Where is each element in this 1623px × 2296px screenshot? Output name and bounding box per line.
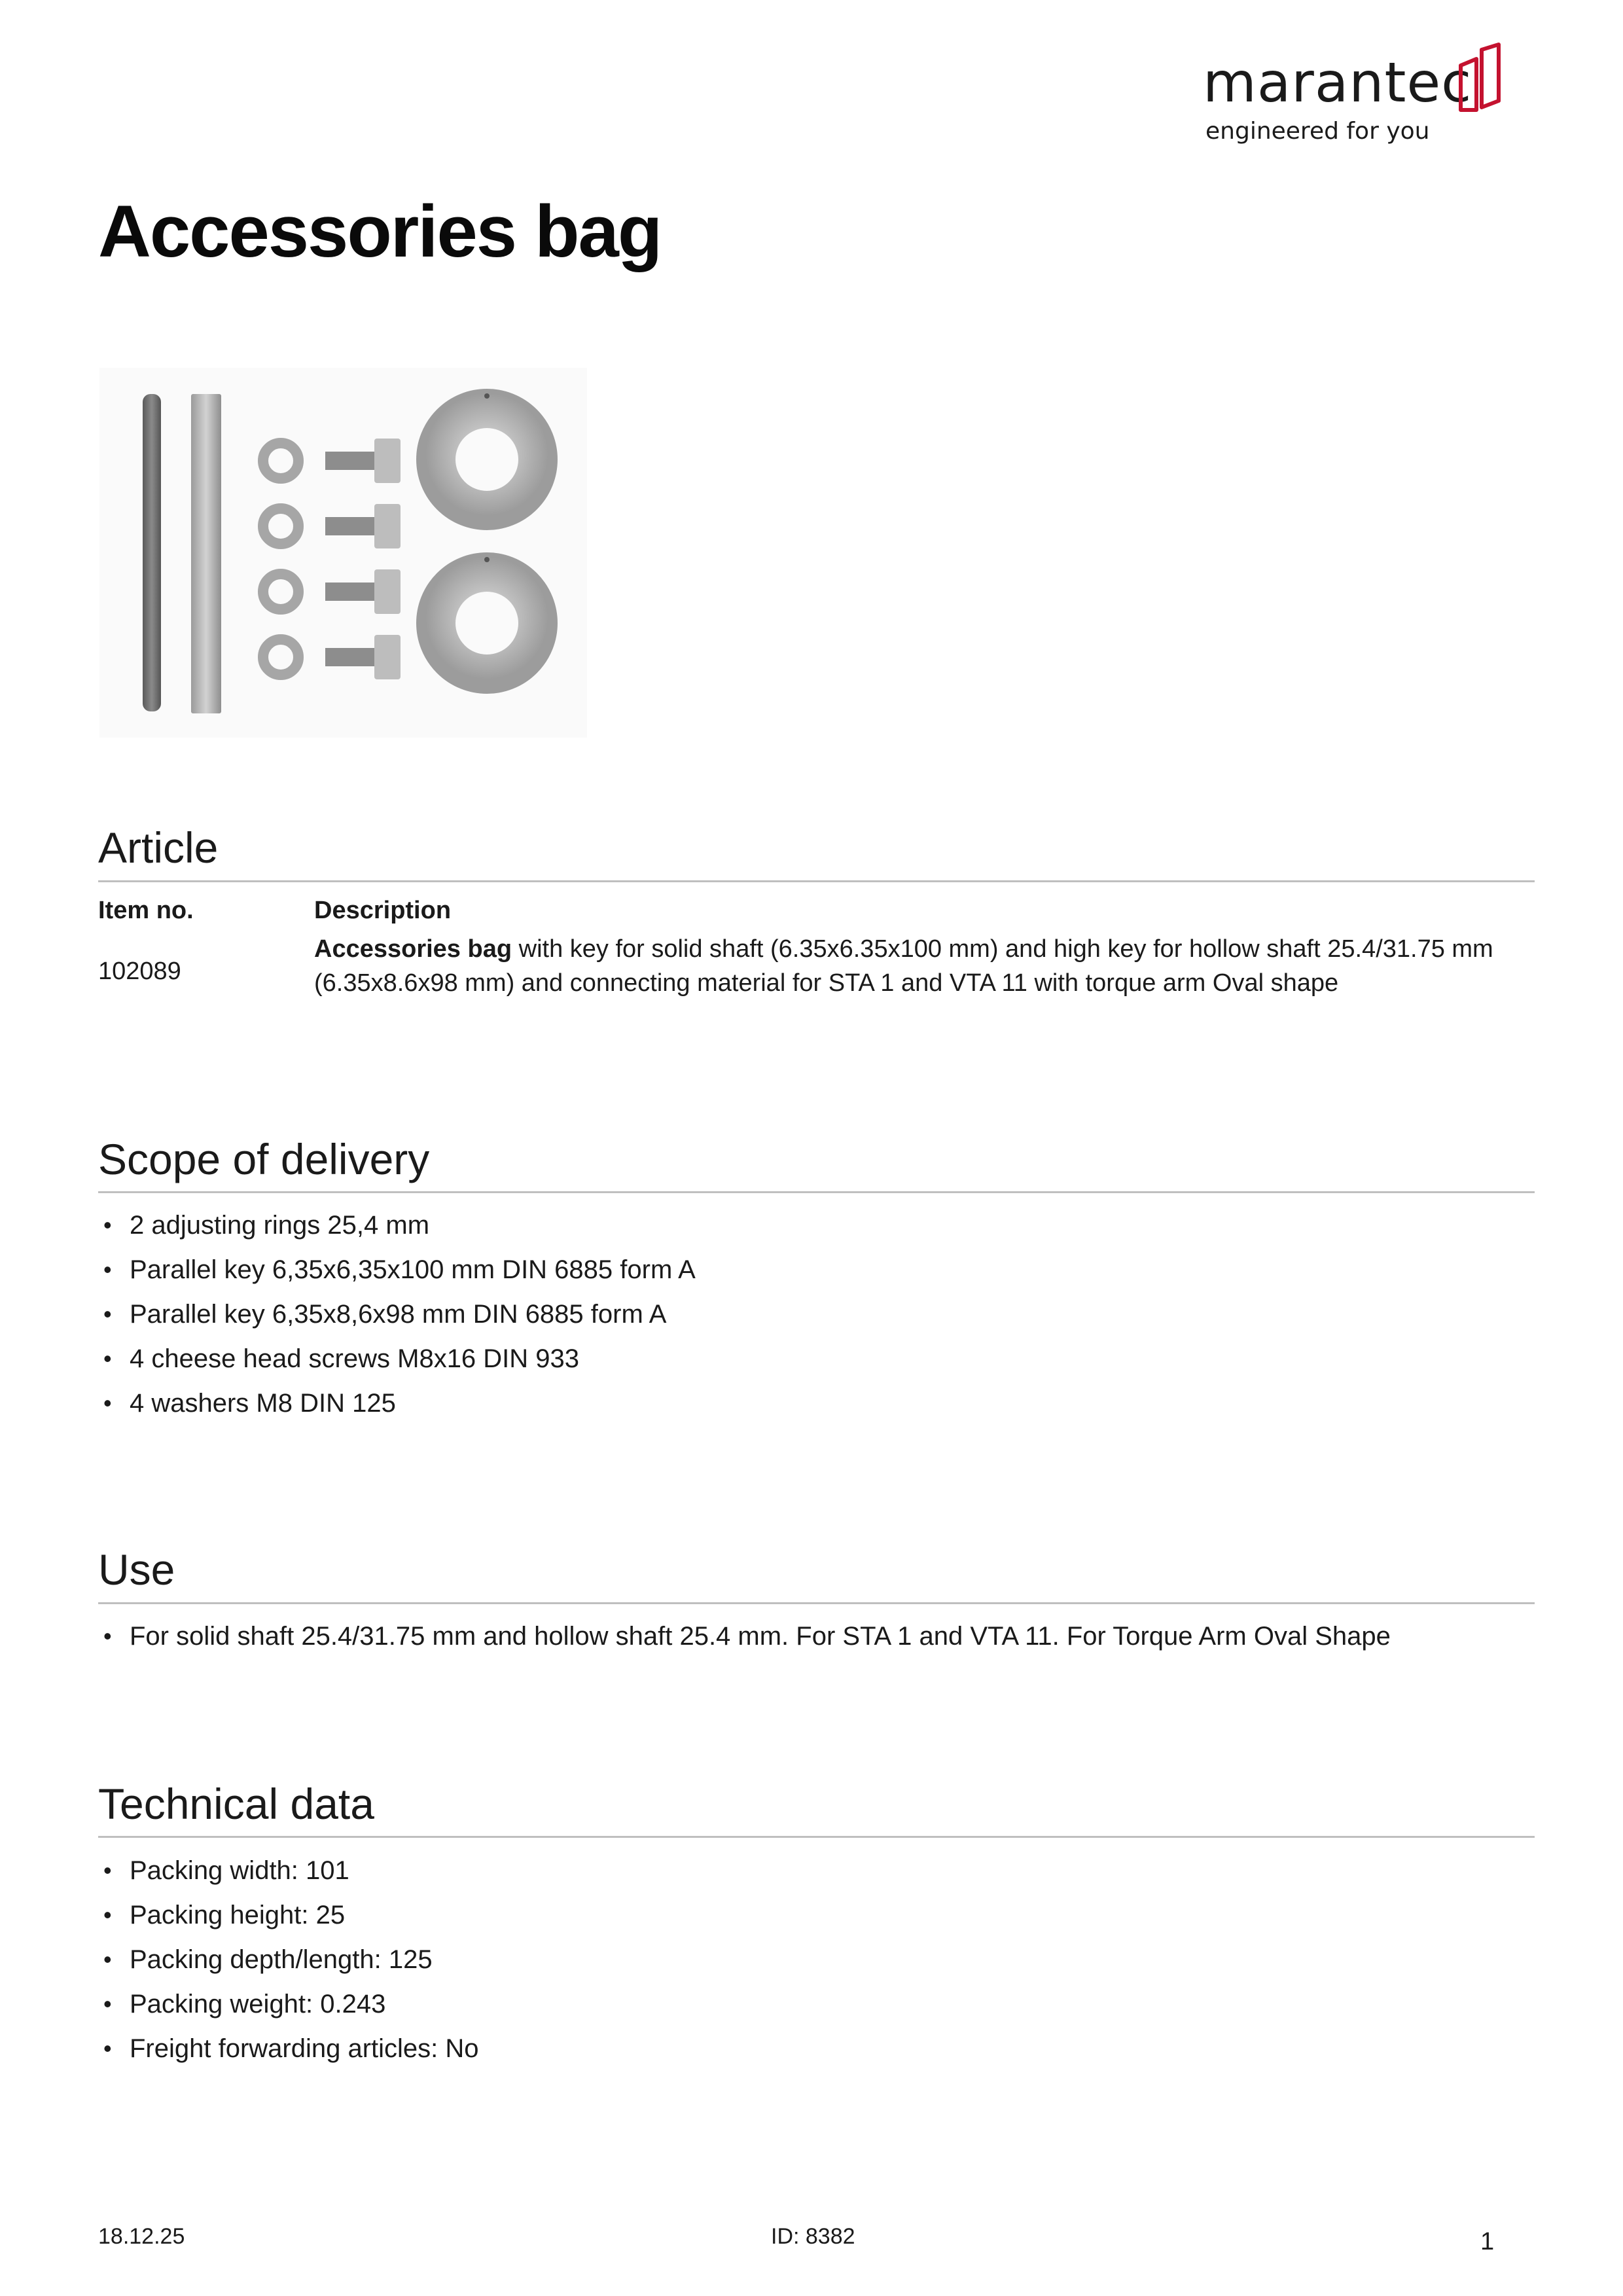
product-image (99, 368, 587, 738)
item-number: 102089 (98, 958, 181, 985)
list-item: • 4 cheese head screws M8x16 DIN 933 (98, 1336, 696, 1381)
technical-list (98, 1848, 479, 2071)
list-item: • Parallel key 6,35x6,35x100 mm DIN 6885 form A (98, 1247, 696, 1292)
brand-tagline: engineered for you (1205, 118, 1430, 145)
use-heading: Use (98, 1545, 175, 1594)
technical-divider (98, 1836, 1535, 1838)
scope-heading: Scope of delivery (98, 1135, 430, 1183)
article-heading: Article (98, 823, 219, 872)
brand-name: marantec (1203, 50, 1472, 115)
list-item: • Parallel key 6,35x8,6x98 mm DIN 6885 form A (98, 1292, 696, 1336)
footer-id: ID: 8382 (771, 2224, 855, 2249)
use-list (98, 1614, 1391, 1659)
list-item: • For solid shaft 25.4/31.75 mm and hollow shaft 25.4 mm. For STA 1 and VTA 11. For Torque Arm Oval Shape (98, 1614, 1391, 1659)
parallel-key-dark (143, 394, 161, 711)
article-divider (98, 880, 1535, 882)
list-item: • 4 washers M8 DIN 125 (98, 1381, 696, 1426)
footer-date: 18.12.25 (98, 2224, 185, 2249)
list-item: • Freight forwarding articles: No (98, 2026, 479, 2071)
list-item: • Packing weight: 0.243 (98, 1982, 479, 2026)
list-item: • Packing depth/length: 125 (98, 1937, 479, 1982)
list-item: • Packing width: 101 (98, 1848, 479, 1893)
list-item: • Packing height: 25 (98, 1893, 479, 1937)
item-description-bold: Accessories bag (314, 935, 512, 963)
item-description (314, 932, 1531, 1000)
use-divider (98, 1602, 1535, 1604)
scope-divider (98, 1191, 1535, 1193)
list-item: • 2 adjusting rings 25,4 mm (98, 1203, 696, 1247)
brand-logo (1203, 42, 1504, 147)
parallel-key-light (191, 394, 221, 713)
page-number: 1 (1480, 2228, 1495, 2255)
item-description-text: with key for solid shaft (6.35x6.35x100 mm) and high key for hollow shaft 25.4/31.75 mm (6.35x8.6x98 mm) and connecting material for STA 1 and VTA 11 with torque arm Oval shape (314, 935, 1493, 997)
scope-list (98, 1203, 696, 1426)
technical-heading: Technical data (98, 1780, 374, 1828)
column-header-description: Description (314, 897, 452, 924)
page-title: Accessories bag (98, 190, 662, 272)
column-header-item-no: Item no. (98, 897, 194, 924)
marantec-mark-icon (1457, 42, 1504, 114)
